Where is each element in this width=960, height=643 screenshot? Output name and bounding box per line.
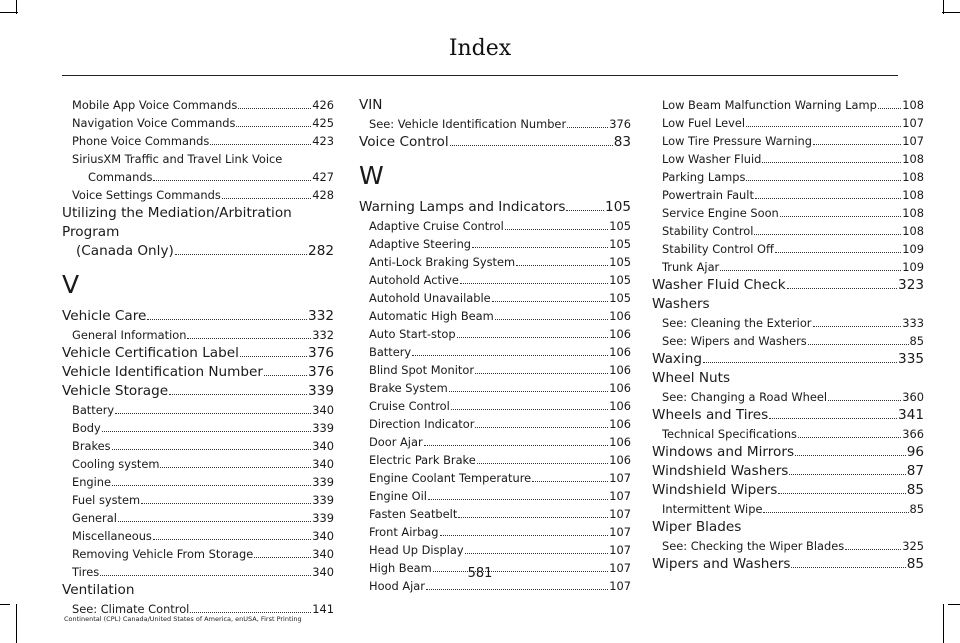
entry-term: Vehicle Identification Number — [62, 364, 263, 380]
entry-page-number[interactable]: 340 — [312, 547, 334, 561]
entry-page-number[interactable]: 85 — [906, 556, 924, 572]
crop-mark-bl-v — [16, 604, 17, 643]
index-main-entry — [359, 133, 631, 152]
dot-leader — [153, 180, 311, 181]
dot-leader — [457, 337, 609, 338]
dot-leader — [477, 463, 609, 464]
dot-leader — [532, 481, 608, 482]
crop-mark-br-h — [948, 604, 960, 605]
entry-page-number[interactable]: 340 — [312, 439, 334, 453]
index-main-entry — [652, 462, 924, 481]
entry-page-number[interactable]: 108 — [902, 152, 924, 166]
entry-term: Wheels and Tires — [652, 407, 769, 423]
page-title: Index — [448, 36, 512, 61]
index-sub-entry — [359, 415, 631, 433]
entry-term: Autohold Active — [369, 273, 459, 287]
dot-leader — [755, 198, 901, 199]
entry-term: Fuel system — [72, 493, 141, 507]
entry-term: General — [72, 511, 117, 525]
entry-term: General Information — [72, 328, 187, 342]
entry-page-number[interactable]: 107 — [609, 525, 631, 539]
entry-term: Vehicle Care — [62, 308, 147, 324]
dot-leader — [780, 216, 901, 217]
entry-term: See: Climate Control — [72, 602, 190, 616]
entry-page-number[interactable]: 107 — [902, 116, 924, 130]
entry-term: Cooling system — [72, 457, 160, 471]
index-main-entry — [359, 198, 631, 217]
index-heading: Wheel Nuts — [652, 370, 731, 386]
entry-page-number[interactable]: 107 — [609, 543, 631, 557]
index-sub-entry — [652, 186, 924, 204]
index-sub-entry — [652, 222, 924, 240]
section-letter: W — [359, 161, 384, 190]
index-heading: VIN — [359, 97, 383, 113]
index-sub-entry — [62, 132, 334, 150]
dot-leader — [460, 283, 608, 284]
index-sub-entry — [652, 537, 924, 555]
index-sub-entry — [652, 240, 924, 258]
entry-term: Front Airbag — [369, 525, 439, 539]
entry-term: Vehicle Certification Label — [62, 345, 239, 361]
index-sub-entry — [652, 388, 924, 406]
index-sub-entry — [359, 289, 631, 307]
dot-leader — [112, 485, 311, 486]
entry-term: Automatic High Beam — [369, 309, 494, 323]
entry-page-number[interactable]: 376 — [609, 117, 631, 131]
index-entry-text: SiriusXM Traffic and Travel Link Voice — [72, 152, 283, 166]
entry-term: Engine Oil — [369, 489, 427, 503]
index-heading: Wiper Blades — [652, 519, 742, 535]
index-sub-entry — [359, 253, 631, 271]
index-sub-entry — [359, 523, 631, 541]
entry-page-number[interactable]: 323 — [898, 277, 924, 293]
entry-term: Intermittent Wipe — [662, 502, 763, 516]
dot-leader — [475, 427, 608, 428]
dot-leader — [505, 229, 608, 230]
dot-leader — [175, 254, 307, 255]
page-number: 581 — [467, 566, 493, 581]
entry-page-number[interactable]: 340 — [312, 457, 334, 471]
entry-term: Electric Park Brake — [369, 453, 476, 467]
entry-term: Brake System — [369, 381, 448, 395]
dot-leader — [102, 431, 311, 432]
entry-page-number[interactable]: 107 — [609, 471, 631, 485]
entry-page-number[interactable]: 341 — [898, 407, 924, 423]
entry-page-number[interactable]: 108 — [902, 206, 924, 220]
dot-leader — [153, 539, 311, 540]
entry-page-number[interactable]: 340 — [312, 403, 334, 417]
entry-page-number[interactable]: 366 — [902, 427, 924, 441]
entry-page-number[interactable]: 332 — [308, 308, 334, 324]
dot-leader — [451, 409, 608, 410]
entry-page-number[interactable]: 106 — [609, 399, 631, 413]
entry-page-number[interactable]: 109 — [902, 242, 924, 256]
entry-page-number[interactable]: 106 — [609, 453, 631, 467]
entry-page-number[interactable]: 339 — [312, 421, 334, 435]
entry-term: Washer Fluid Check — [652, 277, 786, 293]
entry-term: Vehicle Storage — [62, 383, 169, 399]
index-sub-entry — [62, 437, 334, 455]
index-sub-entry — [652, 258, 924, 276]
dot-leader — [440, 535, 609, 536]
entry-term: Voice Settings Commands — [72, 188, 221, 202]
dot-leader — [775, 252, 901, 253]
index-sub-entry — [359, 469, 631, 487]
entry-page-number[interactable]: 340 — [312, 565, 334, 579]
footer-text: Continental (CPL) Canada/United States of America, enUSA, First Printing — [64, 615, 302, 623]
entry-page-number[interactable]: 376 — [308, 364, 334, 380]
index-sub-entry — [62, 419, 334, 437]
index-sub-entry — [62, 168, 334, 186]
entry-term: Stability Control — [662, 224, 754, 238]
dot-leader — [475, 373, 608, 374]
entry-page-number[interactable]: 106 — [609, 435, 631, 449]
entry-page-number[interactable]: 108 — [902, 98, 924, 112]
entry-page-number[interactable]: 83 — [613, 134, 631, 150]
index-column-1 — [62, 96, 334, 618]
entry-page-number[interactable]: 105 — [609, 255, 631, 269]
crop-mark-br-v — [943, 604, 944, 643]
index-sub-entry — [62, 401, 334, 419]
entry-page-number[interactable]: 325 — [902, 539, 924, 553]
dot-leader — [187, 338, 311, 339]
entry-term: Door Ajar — [369, 435, 423, 449]
entry-page-number[interactable]: 108 — [902, 170, 924, 184]
entry-page-number[interactable]: 428 — [312, 188, 334, 202]
dot-leader — [118, 521, 311, 522]
index-heading: Washers — [652, 296, 710, 312]
index-sub-entry — [359, 505, 631, 523]
index-sub-entry — [652, 314, 924, 332]
entry-term: Auto Start-stop — [369, 327, 456, 341]
index-main-entry — [62, 242, 334, 261]
dot-leader — [449, 391, 608, 392]
entry-term: Miscellaneous — [72, 529, 152, 543]
dot-leader — [746, 180, 901, 181]
entry-page-number[interactable]: 106 — [609, 363, 631, 377]
entry-page-number[interactable]: 426 — [312, 98, 334, 112]
index-heading: Utilizing the Mediation/Arbitration Program — [62, 205, 292, 240]
entry-term: Engine — [72, 475, 112, 489]
index-sub-entry — [652, 168, 924, 186]
index-sub-entry — [62, 545, 334, 563]
index-sub-entry — [359, 343, 631, 361]
index-sub-entry — [652, 96, 924, 114]
index-main-entry — [652, 481, 924, 500]
entry-page-number[interactable]: 107 — [609, 561, 631, 575]
index-main-entry — [62, 363, 334, 382]
dot-leader — [412, 355, 608, 356]
dot-leader — [787, 288, 897, 289]
dot-leader — [450, 145, 613, 146]
dot-leader — [472, 247, 608, 248]
header-rule — [62, 75, 898, 76]
dot-leader — [141, 503, 311, 504]
dot-leader — [426, 589, 608, 590]
index-sub-entry — [62, 509, 334, 527]
entry-page-number[interactable]: 333 — [902, 316, 924, 330]
entry-page-number[interactable]: 427 — [312, 170, 334, 184]
index-sub-entry — [652, 204, 924, 222]
entry-term: Parking Lamps — [662, 170, 746, 184]
dot-leader — [878, 108, 901, 109]
dot-leader — [465, 553, 609, 554]
entry-page-number[interactable]: 105 — [609, 219, 631, 233]
entry-term: Blind Spot Monitor — [369, 363, 475, 377]
entry-page-number[interactable]: 425 — [312, 116, 334, 130]
dot-leader — [769, 418, 897, 419]
index-main-entry — [62, 382, 334, 401]
entry-page-number[interactable]: 106 — [609, 417, 631, 431]
entry-page-number[interactable]: 87 — [906, 463, 924, 479]
entry-term: Head Up Display — [369, 543, 464, 557]
index-sub-entry — [62, 491, 334, 509]
index-sub-entry — [359, 271, 631, 289]
index-column-2 — [359, 96, 631, 595]
index-sub-entry — [62, 186, 334, 204]
entry-term: Waxing — [652, 351, 702, 367]
dot-leader — [240, 356, 307, 357]
entry-term: See: Vehicle Identification Number — [369, 117, 567, 131]
entry-page-number[interactable]: 106 — [609, 327, 631, 341]
entry-term: Windshield Washers — [652, 463, 789, 479]
entry-term: Low Fuel Level — [662, 116, 746, 130]
index-sub-entry — [62, 114, 334, 132]
dot-leader — [210, 144, 311, 145]
index-sub-entry — [652, 332, 924, 350]
crop-mark-tl-v — [16, 0, 17, 14]
dot-leader — [254, 557, 311, 558]
dot-leader — [763, 512, 908, 513]
entry-term: Low Tire Pressure Warning — [662, 134, 812, 148]
entry-page-number[interactable]: 340 — [312, 529, 334, 543]
dot-leader — [566, 210, 604, 211]
dot-leader — [264, 375, 307, 376]
entry-term: Direction Indicator — [369, 417, 475, 431]
entry-page-number[interactable]: 339 — [308, 383, 334, 399]
dot-leader — [115, 413, 311, 414]
entry-term: Battery — [72, 403, 115, 417]
entry-term: Fasten Seatbelt — [369, 507, 458, 521]
entry-term: Technical Specifications — [662, 427, 797, 441]
entry-page-number[interactable]: 141 — [312, 602, 334, 616]
index-main-entry — [62, 307, 334, 326]
index-sub-entry — [652, 114, 924, 132]
index-sub-entry — [62, 326, 334, 344]
crop-mark-bl-h — [0, 604, 10, 605]
index-sub-entry — [359, 361, 631, 379]
entry-page-number[interactable]: 107 — [902, 134, 924, 148]
entry-term: Voice Control — [359, 134, 449, 150]
entry-page-number[interactable]: 339 — [312, 475, 334, 489]
entry-term: See: Wipers and Washers — [662, 334, 807, 348]
entry-term: Low Washer Fluid — [662, 152, 762, 166]
dot-leader — [746, 126, 901, 127]
entry-page-number[interactable]: 85 — [909, 502, 924, 516]
entry-term: Navigation Voice Commands — [72, 116, 236, 130]
entry-page-number[interactable]: 107 — [609, 579, 631, 593]
index-sub-entry — [359, 325, 631, 343]
entry-term: Windows and Mirrors — [652, 444, 795, 460]
index-sub-entry — [359, 115, 631, 133]
entry-term: Hood Ajar — [369, 579, 425, 593]
dot-leader — [147, 319, 307, 320]
dot-leader — [754, 234, 901, 235]
index-sub-entry — [359, 217, 631, 235]
dot-leader — [160, 467, 311, 468]
dot-leader — [112, 449, 312, 450]
index-sub-entry — [62, 527, 334, 545]
index-sub-entry — [62, 96, 334, 114]
index-sub-entry — [359, 451, 631, 469]
index-sub-entry — [359, 541, 631, 559]
entry-term: Body — [72, 421, 101, 435]
entry-page-number[interactable]: 109 — [902, 260, 924, 274]
dot-leader — [428, 499, 608, 500]
entry-page-number[interactable]: 332 — [312, 328, 334, 342]
dot-leader — [567, 127, 608, 128]
entry-page-number[interactable]: 107 — [609, 489, 631, 503]
dot-leader — [795, 455, 906, 456]
entry-term: Windshield Wipers — [652, 482, 778, 498]
dot-leader — [845, 549, 901, 550]
entry-term: See: Changing a Road Wheel — [662, 390, 828, 404]
entry-term: Anti-Lock Braking System — [369, 255, 516, 269]
entry-page-number[interactable]: 282 — [308, 243, 334, 259]
index-sub-entry — [359, 433, 631, 451]
dot-leader — [808, 344, 909, 345]
entry-term: (Canada Only) — [76, 243, 174, 259]
dot-leader — [703, 362, 897, 363]
index-sub-entry — [359, 307, 631, 325]
entry-term: Autohold Unavailable — [369, 291, 491, 305]
dot-leader — [169, 394, 307, 395]
index-sub-entry — [359, 379, 631, 397]
entry-term: Low Beam Malfunction Warning Lamp — [662, 98, 877, 112]
entry-page-number[interactable]: 106 — [609, 381, 631, 395]
entry-term: Commands — [88, 170, 153, 184]
dot-leader — [516, 265, 608, 266]
entry-term: Powertrain Fault — [662, 188, 754, 202]
entry-page-number[interactable]: 339 — [312, 511, 334, 525]
entry-page-number[interactable]: 106 — [609, 309, 631, 323]
entry-page-number[interactable]: 105 — [609, 237, 631, 251]
dot-leader — [762, 162, 901, 163]
index-sub-entry — [62, 473, 334, 491]
entry-term: Adaptive Steering — [369, 237, 472, 251]
index-sub-entry — [652, 132, 924, 150]
index-sub-entry — [359, 487, 631, 505]
entry-term: Adaptive Cruise Control — [369, 219, 504, 233]
index-main-entry — [652, 350, 924, 369]
index-sub-entry — [359, 235, 631, 253]
entry-page-number[interactable]: 105 — [609, 273, 631, 287]
dot-leader — [798, 437, 901, 438]
index-main-entry — [652, 276, 924, 295]
index-heading: Ventilation — [62, 582, 135, 598]
entry-page-number[interactable]: 105 — [605, 199, 631, 215]
entry-term: Mobile App Voice Commands — [72, 98, 238, 112]
dot-leader — [424, 445, 609, 446]
dot-leader — [813, 326, 902, 327]
entry-term: Phone Voice Commands — [72, 134, 210, 148]
index-main-entry — [652, 406, 924, 425]
entry-term: Brakes — [72, 439, 111, 453]
entry-page-number[interactable]: 107 — [609, 507, 631, 521]
dot-leader — [238, 108, 311, 109]
entry-page-number[interactable]: 335 — [898, 351, 924, 367]
entry-term: Removing Vehicle From Storage — [72, 547, 254, 561]
entry-term: Warning Lamps and Indicators — [359, 199, 566, 215]
entry-page-number[interactable]: 96 — [906, 444, 924, 460]
entry-page-number[interactable]: 376 — [308, 345, 334, 361]
section-letter: V — [62, 270, 80, 299]
dot-leader — [813, 144, 901, 145]
dot-leader — [236, 126, 311, 127]
entry-term: Wipers and Washers — [652, 556, 791, 572]
dot-leader — [458, 517, 608, 518]
index-sub-entry — [652, 425, 924, 443]
entry-term: Engine Coolant Temperature — [369, 471, 532, 485]
entry-term: High Beam — [369, 561, 432, 575]
entry-page-number[interactable]: 360 — [902, 390, 924, 404]
dot-leader — [778, 493, 905, 494]
index-sub-entry — [359, 397, 631, 415]
dot-leader — [495, 319, 609, 320]
entry-page-number[interactable]: 105 — [609, 291, 631, 305]
entry-term: See: Checking the Wiper Blades — [662, 539, 845, 553]
dot-leader — [789, 474, 905, 475]
index-sub-entry — [652, 500, 924, 518]
entry-page-number[interactable]: 106 — [609, 345, 631, 359]
entry-term: Trunk Ajar — [662, 260, 720, 274]
entry-term: Cruise Control — [369, 399, 450, 413]
entry-page-number[interactable]: 423 — [312, 134, 334, 148]
index-main-entry — [62, 344, 334, 363]
dot-leader — [828, 400, 901, 401]
dot-leader — [190, 612, 311, 613]
entry-term: Battery — [369, 345, 412, 359]
entry-term: See: Cleaning the Exterior — [662, 316, 812, 330]
dot-leader — [222, 198, 311, 199]
index-sub-entry — [652, 150, 924, 168]
entry-page-number[interactable]: 339 — [312, 493, 334, 507]
entry-term: Stability Control Off — [662, 242, 774, 256]
entry-page-number[interactable]: 85 — [909, 334, 924, 348]
crop-mark-tr-h — [942, 12, 960, 13]
entry-page-number[interactable]: 108 — [902, 188, 924, 202]
crop-mark-tr-v — [943, 0, 944, 14]
entry-page-number[interactable]: 108 — [902, 224, 924, 238]
dot-leader — [492, 301, 609, 302]
dot-leader — [720, 270, 901, 271]
index-sub-entry — [62, 455, 334, 473]
entry-term: Tires — [72, 565, 100, 579]
entry-page-number[interactable]: 85 — [906, 482, 924, 498]
entry-term: Service Engine Soon — [662, 206, 779, 220]
index-column-3 — [652, 96, 924, 574]
index-main-entry — [652, 443, 924, 462]
